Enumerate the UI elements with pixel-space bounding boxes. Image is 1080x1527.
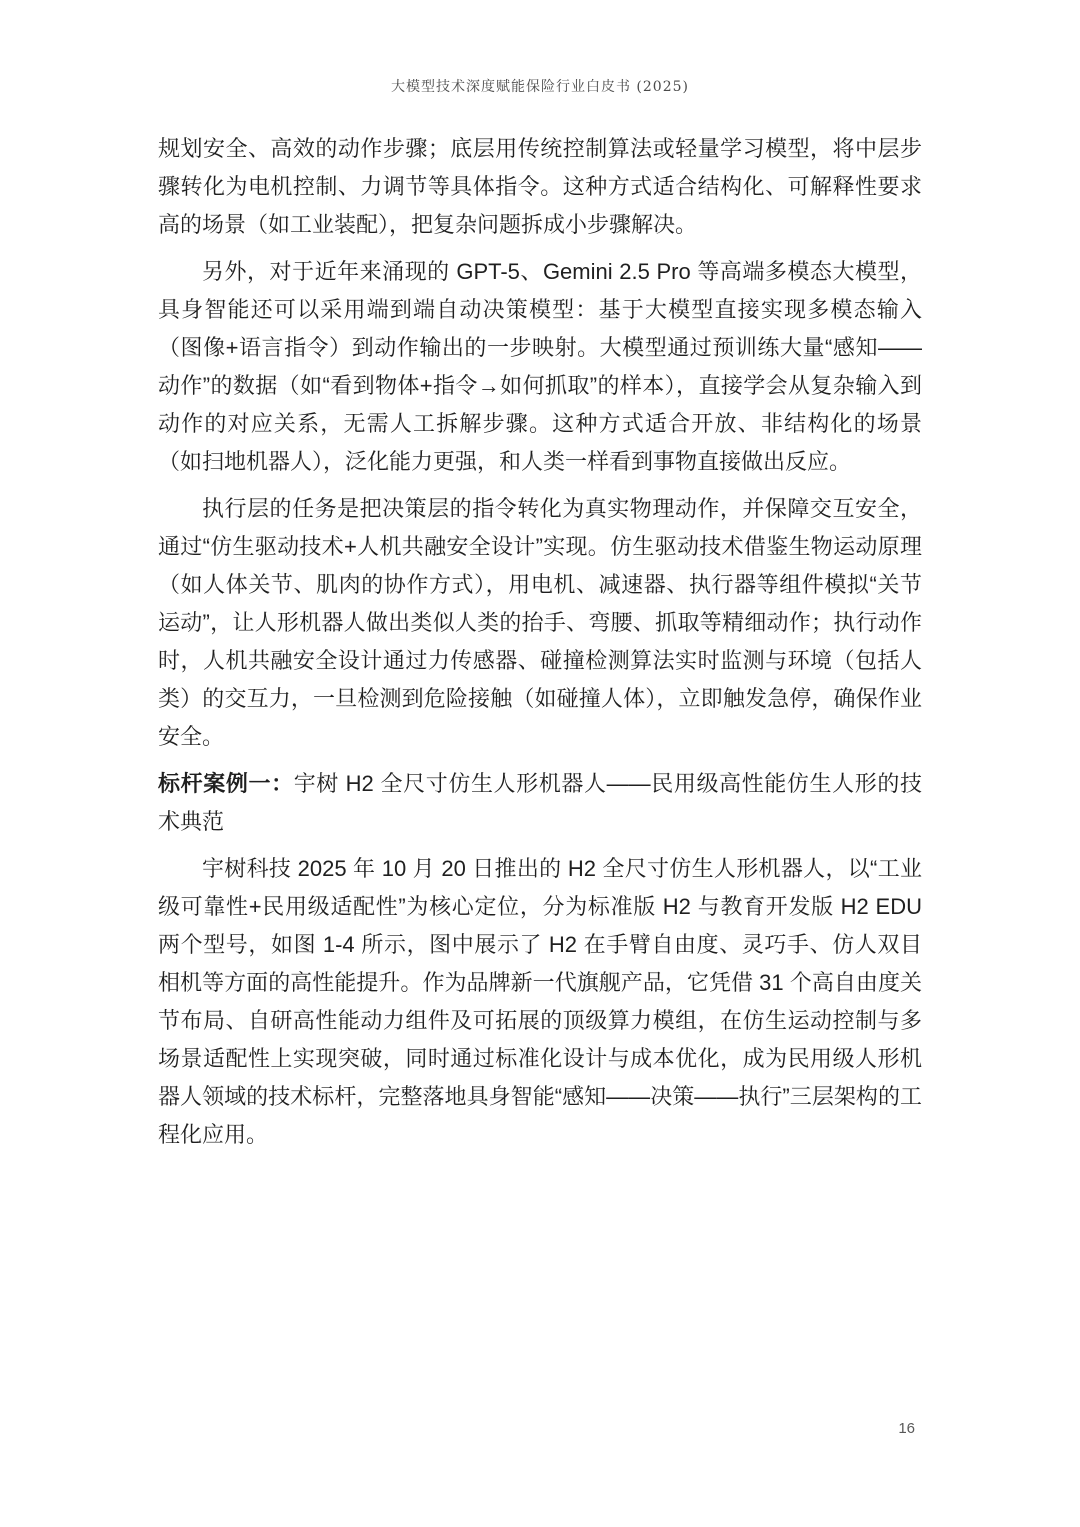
- page-number: 16: [898, 1420, 915, 1437]
- page-body: [158, 130, 922, 1163]
- running-header-title: 大模型技术深度赋能保险行业白皮书 (2025): [390, 79, 689, 95]
- case-study-heading-text: 宇树 H2 全尺寸仿生人形机器人——民用级高性能仿生人形的技术典范: [158, 771, 922, 834]
- body-paragraph: 宇树科技 2025 年 10 月 20 日推出的 H2 全尺寸仿生人形机器人，以“工业级可靠性+民用级适配性”为核心定位，分为标准版 H2 与教育开发版 H2 EDU 两个型号，如图 1-4 所示，图中展示了 H2 在手臂自由度、灵巧手、仿人双目相机等方面的高性能提升。作为品牌新一代旗舰产品，它凭借 31 个高自由度关节布局、自研高性能动力组件及可拓展的顶级算力模组，在仿生运动控制与多场景适配性上实现突破，同时通过标准化设计与成本优化，成为民用级人形机器人领域的技术标杆，完整落地具身智能“感知——决策——执行”三层架构的工程化应用。: [158, 856, 922, 1147]
- case-study-heading-label: 标杆案例一：: [158, 771, 294, 796]
- body-paragraph: 规划安全、高效的动作步骤；底层用传统控制算法或轻量学习模型，将中层步骤转化为电机控制、力调节等具体指令。这种方式适合结构化、可解释性要求高的场景（如工业装配），把复杂问题拆成小步骤解决。: [158, 136, 922, 237]
- body-paragraph: 执行层的任务是把决策层的指令转化为真实物理动作，并保障交互安全，通过“仿生驱动技术+人机共融安全设计”实现。仿生驱动技术借鉴生物运动原理（如人体关节、肌肉的协作方式），用电机、减速器、执行器等组件模拟“关节运动”，让人形机器人做出类似人类的抬手、弯腰、抓取等精细动作；执行动作时，人机共融安全设计通过力传感器、碰撞检测算法实时监测与环境（包括人类）的交互力，一旦检测到危险接触（如碰撞人体），立即触发急停，确保作业安全。: [158, 496, 922, 749]
- case-study-heading: [158, 765, 922, 841]
- body-paragraph: 另外，对于近年来涌现的 GPT-5、Gemini 2.5 Pro 等高端多模态大模型，具身智能还可以采用端到端自动决策模型：基于大模型直接实现多模态输入（图像+语言指令）到动作输出的一步映射。大模型通过预训练大量“感知——动作”的数据（如“看到物体+指令→如何抓取”的样本），直接学会从复杂输入到动作的对应关系，无需人工拆解步骤。这种方式适合开放、非结构化的场景（如扫地机器人），泛化能力更强，和人类一样看到事物直接做出反应。: [158, 259, 922, 474]
